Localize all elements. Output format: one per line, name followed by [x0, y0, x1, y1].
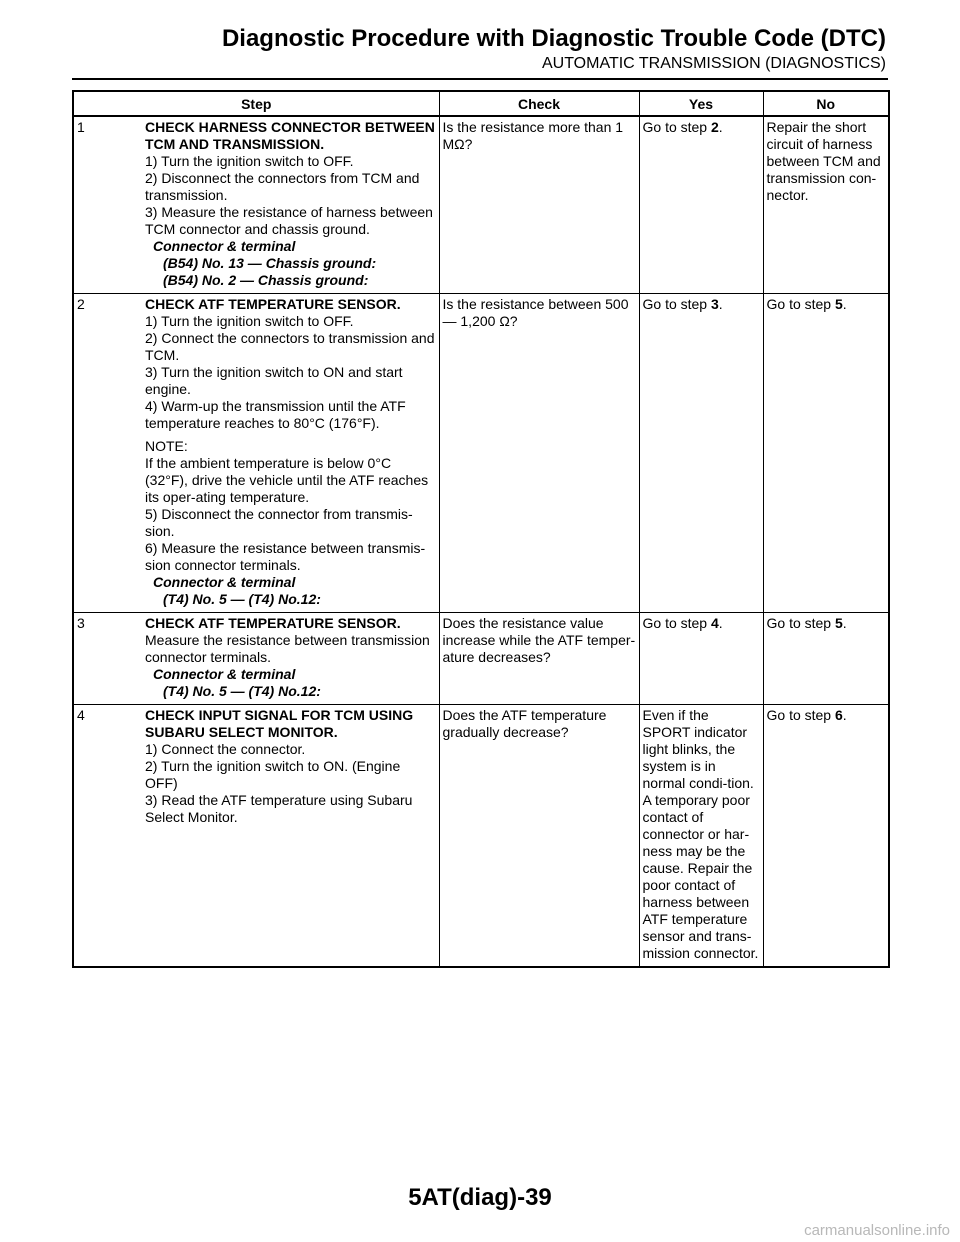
step-title: CHECK ATF TEMPERATURE SENSOR. — [145, 615, 401, 631]
step-cell — [73, 705, 439, 968]
diagnostic-procedure-table — [72, 90, 890, 968]
no-step-ref: 5 — [834, 296, 843, 312]
step-instruction: 1) Turn the ignition switch to OFF. — [145, 153, 354, 169]
page-title: Diagnostic Procedure with Diagnostic Trouble Code (DTC) — [221, 25, 886, 52]
no-cell — [763, 613, 889, 705]
step-instruction: 4) Warm-up the transmission until the ATF temperature reaches to 80°C (176°F). — [145, 398, 406, 431]
connector-heading: Connector & terminal — [153, 666, 296, 682]
column-header-no: No — [763, 91, 889, 116]
yes-text-end: . — [718, 119, 723, 135]
no-cell — [763, 705, 889, 968]
yes-cell: Even if the SPORT indicator light blinks, the system is in normal condi-tion. A temporary poor contact of connector or har-ness may be the cause. Repair the poor contact of harness between ATF temperature sensor and trans-mission connector. — [639, 705, 763, 968]
check-cell: Does the ATF temperature gradually decrease? — [439, 705, 639, 968]
step-cell — [73, 613, 439, 705]
connector-heading: Connector & terminal — [153, 238, 296, 254]
step-number: 2 — [77, 296, 85, 312]
check-cell: Is the resistance between 500 — 1,200 Ω? — [439, 294, 639, 613]
yes-cell — [639, 294, 763, 613]
no-text: Go to step — [766, 296, 835, 312]
yes-text: Go to step — [642, 615, 711, 631]
check-cell: Does the resistance value increase while the ATF temper-ature decreases? — [439, 613, 639, 705]
yes-cell — [639, 116, 763, 294]
yes-step-ref: 3 — [710, 296, 719, 312]
step-cell — [73, 294, 439, 613]
yes-text: Go to step — [642, 296, 711, 312]
table-row — [73, 294, 889, 613]
connector-terminal: (B54) No. 13 — Chassis ground: — [163, 255, 377, 271]
no-text-end: . — [842, 707, 847, 723]
no-text-end: . — [842, 296, 847, 312]
step-title: CHECK INPUT SIGNAL FOR TCM USING SUBARU SELECT MONITOR. — [145, 707, 414, 740]
table-row — [73, 705, 889, 968]
no-cell — [763, 294, 889, 613]
yes-cell — [639, 613, 763, 705]
column-header-yes: Yes — [639, 91, 763, 116]
watermark: carmanualsonline.info — [804, 1222, 950, 1239]
step-instruction: 3) Turn the ignition switch to ON and start engine. — [145, 364, 403, 397]
step-instruction: 3) Read the ATF temperature using Subaru Select Monitor. — [145, 792, 413, 825]
step-cell — [73, 116, 439, 294]
section-subtitle: AUTOMATIC TRANSMISSION (DIAGNOSTICS) — [541, 55, 886, 72]
page-number: 5AT(diag)-39 — [408, 1184, 552, 1211]
step-number: 4 — [77, 707, 85, 723]
step-instruction: 5) Disconnect the connector from transmis-sion. — [145, 506, 413, 539]
note-text: If the ambient temperature is below 0°C (32°F), drive the vehicle until the ATF reaches its oper-ating temperature. — [145, 455, 429, 505]
step-instruction: 2) Connect the connectors to transmission and TCM. — [145, 330, 435, 363]
table-row — [73, 116, 889, 294]
header-rule — [72, 78, 888, 80]
no-text: Go to step — [766, 707, 835, 723]
connector-terminal: (B54) No. 2 — Chassis ground: — [163, 272, 369, 288]
no-cell: Repair the short circuit of harness between TCM and transmission con-nector. — [763, 116, 889, 294]
yes-text: Go to step — [642, 119, 711, 135]
yes-step-ref: 2 — [710, 119, 719, 135]
step-title: CHECK ATF TEMPERATURE SENSOR. — [145, 296, 401, 312]
column-header-step: Step — [73, 91, 439, 116]
note-label: NOTE: — [145, 438, 188, 454]
step-number: 3 — [77, 615, 85, 631]
step-instruction: 2) Disconnect the connectors from TCM and transmission. — [145, 170, 420, 203]
step-instruction: 1) Connect the connector. — [145, 741, 306, 757]
step-instruction: 2) Turn the ignition switch to ON. (Engine OFF) — [145, 758, 401, 791]
column-header-check: Check — [439, 91, 639, 116]
step-instruction: Measure the resistance between transmission connector terminals. — [145, 632, 430, 665]
step-instruction: 6) Measure the resistance between transmis-sion connector terminals. — [145, 540, 426, 573]
yes-text-end: . — [718, 615, 723, 631]
connector-terminal: (T4) No. 5 — (T4) No.12: — [163, 591, 321, 607]
step-number: 1 — [77, 119, 85, 135]
table-header-row — [73, 91, 889, 116]
check-cell: Is the resistance more than 1 MΩ? — [439, 116, 639, 294]
step-title: CHECK HARNESS CONNECTOR BETWEEN TCM AND TRANSMISSION. — [145, 119, 435, 152]
no-text: Go to step — [766, 615, 835, 631]
connector-terminal: (T4) No. 5 — (T4) No.12: — [163, 683, 321, 699]
no-text-end: . — [842, 615, 847, 631]
yes-text-end: . — [718, 296, 723, 312]
connector-heading: Connector & terminal — [153, 574, 296, 590]
step-instruction: 3) Measure the resistance of harness between TCM connector and chassis ground. — [145, 204, 433, 237]
yes-step-ref: 4 — [710, 615, 719, 631]
no-step-ref: 6 — [834, 707, 843, 723]
table-row — [73, 613, 889, 705]
no-step-ref: 5 — [834, 615, 843, 631]
step-instruction: 1) Turn the ignition switch to OFF. — [145, 313, 354, 329]
